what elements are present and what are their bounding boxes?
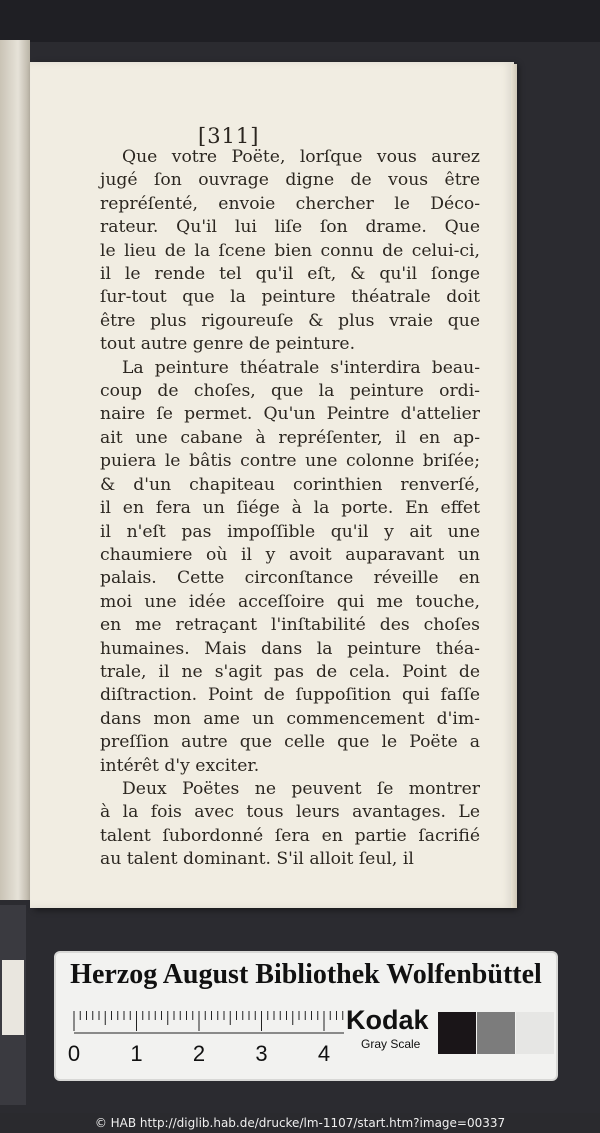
ruler-label: 4 (317, 1041, 331, 1066)
text-line: puiera le bâtis contre une colonne briſée; (100, 451, 480, 472)
text-line: & d'un chapiteau corinthien renverſé, (100, 474, 480, 495)
scan-top-border (0, 0, 600, 42)
text-line: talent ſubordonné ſera en partie ſacrifié (100, 825, 480, 846)
ruler-label: 1 (130, 1041, 143, 1066)
swatch-light (516, 1012, 554, 1054)
text-line: intérêt d'y exciter. (100, 755, 260, 776)
cover-label-tab (2, 960, 24, 1035)
text-line: preſſion autre que celle que le Poëte a (100, 732, 480, 753)
ruler-scale (66, 1005, 356, 1073)
text-line: ait une cabane à repréſenter, il en ap- (100, 427, 480, 448)
text-line: La peinture théatrale s'interdira beau- (122, 357, 480, 378)
page-stack-edge (511, 64, 517, 908)
library-name: Herzog August Bibliothek Wolfenbüttel (70, 959, 542, 990)
text-line: rateur. Qu'il lui liſe ſon drame. Que (100, 217, 480, 238)
text-line: diſtraction. Point de ſuppoſition qui faſſe (100, 685, 480, 706)
text-line: Que votre Poëte, lorſque vous aurez (122, 147, 480, 167)
text-line: ſur-tout que la peinture théatrale doit (100, 287, 480, 308)
swatch-dark (438, 1012, 476, 1054)
text-line: palais. Cette circonſtance réveille en (100, 568, 480, 589)
book-page (30, 62, 514, 908)
text-line: en me retraçant l'inſtabilité des choſes (100, 615, 480, 636)
text-line: au talent dominant. S'il alloit ſeul, il (100, 849, 414, 870)
text-line: trale, il ne s'agit pas de cela. Point de (100, 661, 480, 682)
text-line: il le rende tel qu'il eſt, & qu'il ſonge (100, 264, 480, 285)
paragraph (78, 357, 480, 778)
text-line: être plus rigoureuſe & plus vraie que (100, 310, 480, 331)
text-line: coup de choſes, que la peinture ordi- (100, 381, 480, 402)
ruler-label: 3 (255, 1041, 268, 1066)
text-line: moi une idée acceſſoire qui me touche, (100, 591, 480, 612)
text-line: dans mon ame un commencement d'im- (100, 708, 480, 729)
text-line: à la fois avec tous leurs avantages. Le (100, 802, 480, 823)
text-line: naire ſe permet. Qu'un Peintre d'attelier (100, 404, 480, 425)
copyright-footer: © HAB http://diglib.hab.de/drucke/lm-1107/start.htm?image=00337 (0, 1113, 600, 1133)
paragraph (78, 778, 480, 872)
text-line: repréſenté, envoie chercher le Déco- (100, 193, 480, 214)
paragraph (78, 146, 480, 357)
page-text (78, 146, 480, 872)
page-number: [311] (198, 124, 260, 148)
text-line: il n'eſt pas impoſſible qu'il y ait une (100, 521, 480, 542)
text-line: chaumiere où il y avoit auparavant un (100, 544, 480, 565)
color-calibration-card (56, 953, 556, 1079)
text-line: Deux Poëtes ne peuvent ſe montrer (122, 778, 480, 799)
swatch-mid (477, 1012, 515, 1054)
text-line: le lieu de la ſcene bien connu de celui-ci, (100, 240, 480, 261)
ruler-label: 0 (67, 1041, 81, 1066)
ruler-label: 2 (192, 1041, 206, 1066)
text-line: tout autre genre de peinture. (100, 334, 356, 355)
kodak-logo: Kodak (346, 1005, 429, 1035)
text-line: humaines. Mais dans la peinture théa- (100, 638, 480, 659)
adjacent-page-edge (0, 40, 30, 900)
text-line: il en fera un ſiége à la porte. En effet (100, 498, 480, 519)
text-line: jugé ſon ouvrage digne de vous être (100, 170, 480, 191)
gray-scale-label: Gray Scale (361, 1037, 421, 1051)
